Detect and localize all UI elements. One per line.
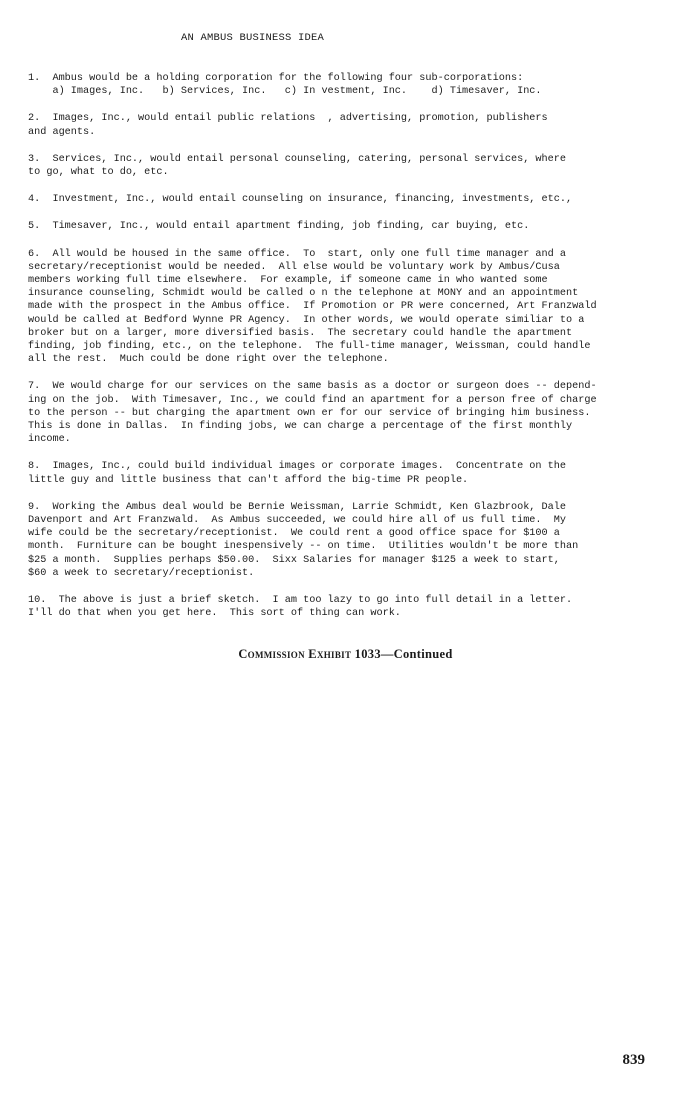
- numbered-item: 4. Investment, Inc., would entail counseling on insurance, financing, investments, etc.,: [28, 194, 573, 206]
- numbered-item: 6. All would be housed in the same office. To start, only one full time manager and a secretary/receptionist would be needed. All else would be voluntary work by Ambus/Cusa members working full time elsewhere. For example, if someone came in who wanted some insurance counseling, Schmidt would be called o n the telephone at MONY and an appointment made with the prospect in the Ambus office. If Promotion or PR were concerned, Art Franzwald would be called at Bedford Wynne PR Agency. In other words, we would operate similiar to a broker but on a larger, more diversified basis. The secretary could handle the apartment finding, job finding, etc., on the telephone. The full-time manager, Weissman, could handle all the rest. Much could be done right over the telephone.: [28, 248, 597, 366]
- numbered-item: 2. Images, Inc., would entail public relations , advertising, promotion, publishers and agents.: [28, 113, 548, 138]
- numbered-item: 5. Timesaver, Inc., would entail apartment finding, job finding, car buying, etc.: [28, 221, 530, 233]
- numbered-item: 7. We would charge for our services on the same basis as a doctor or surgeon does -- depend- ing on the job. With Timesaver, Inc., we could find an apartment for a person free of charge to the person -- but charging the apartment own er for our service of bringing him business. This is done in Dallas. In finding jobs, we can charge a percentage of the first monthly income.: [28, 381, 597, 446]
- exhibit-caption-number: 1033—Continued: [351, 647, 453, 661]
- numbered-item: 1. Ambus would be a holding corporation for the following four sub-corporations: a) Images, Inc. b) Services, Inc. c) In vestment, Inc. d) Timesaver, Inc.: [28, 73, 542, 98]
- exhibit-caption: [0, 647, 691, 662]
- numbered-item: 8. Images, Inc., could build individual images or corporate images. Concentrate on the little guy and little business that can't afford the big-time PR people.: [28, 461, 566, 486]
- numbered-items: [28, 72, 648, 635]
- numbered-item: 10. The above is just a brief sketch. I am too lazy to go into full detail in a letter. I'll do that when you get here. This sort of thing can work.: [28, 595, 573, 620]
- exhibit-caption-label: Commission Exhibit: [238, 647, 352, 661]
- numbered-item: 9. Working the Ambus deal would be Bernie Weissman, Larrie Schmidt, Ken Glazbrook, Dale Davenport and Art Franzwald. As Ambus succeeded, we could hire all of us full time. My wife could be the secretary/receptionist. We could rent a good office space for $100 a month. Furniture can be bought inespensively -- on time. Utilities wouldn't be more than $25 a month. Supplies perhaps $50.00. Sixx Salaries for manager $125 a week to start, $60 a week to secretary/receptionist.: [28, 501, 579, 579]
- page-number: 839: [622, 1052, 645, 1068]
- document-title: AN AMBUS BUSINESS IDEA: [181, 32, 325, 44]
- numbered-item: 3. Services, Inc., would entail personal counseling, catering, personal services, where to go, what to do, etc.: [28, 153, 566, 179]
